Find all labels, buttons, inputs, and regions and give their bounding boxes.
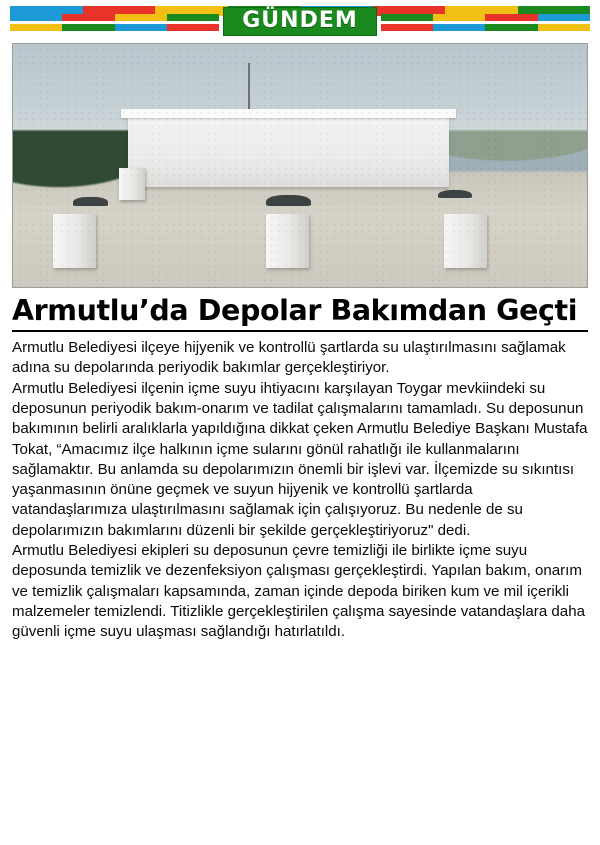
roof-vent-left [73, 197, 107, 206]
headline-divider [12, 330, 588, 332]
banner-inner [10, 6, 590, 36]
banner-right-decoration [381, 7, 590, 35]
concrete-pillar-1 [53, 214, 96, 267]
section-title: GÜNDEM [223, 7, 377, 36]
section-banner [10, 6, 590, 36]
concrete-pillar-3 [444, 214, 487, 267]
concrete-pillar-4 [119, 168, 145, 200]
antenna-box [228, 114, 280, 124]
roof-vent-right [438, 190, 472, 199]
article-paragraph-3: Armutlu Belediyesi ekipleri su deposunun çevre temizliği ile birlikte içme suyu deposunda temizlik ve dezenfeksiyon çalışması gerçekleştirdi. Yapılan bakım, onarım ve temizlik çalışmaları kapsamında, zaman içinde depoda biriken kum ve mil içerikli malzemeler temizlendi. Titizlikle gerçekleştirilen çalışma sayesinde vatandaşlara daha güvenli içme suyu ulaşması sağlandığı hatırlatıldı. [12, 542, 585, 641]
photo-scene [13, 44, 587, 287]
reservoir-roof-edge [121, 109, 455, 118]
article-paragraph-2: Armutlu Belediyesi ilçenin içme suyu ihtiyacını karşılayan Toygar mevkiindeki su deposunun periyodik bakım-onarım ve tadilat çalışmalarını tamamladı. Su deposunun bakımının belirli aralıklarla yapıldığına dikkat çeken Armutlu Belediye Başkanı Mustafa Tokat, “Amacımız ilçe halkının içme sularını gönül rahatlığı ile kullanmalarını sağlamaktır. Bu anlamda su depolarımızın önemli bir işlevi var. İlçemizde su sıkıntısı yaşanmasının önüne geçmek ve suyun hijyenik ve kontrollü şartlarda vatandaşlarımıza ulaştırılmasını sağlamak için çalışıyoruz. Bu nedenle de su depolarımızın bakımlarını düzenli bir şekilde gerçekleştiriyoruz" dedi. [12, 379, 588, 539]
newspaper-page [0, 6, 600, 845]
article-paragraph-1: Armutlu Belediyesi ilçeye hijyenik ve kontrollü şartlarda su ulaştırılmasını sağlamak adına su depolarında periyodik bakımlar gerçekleştiriyor. [12, 339, 566, 377]
article-body [12, 338, 588, 642]
water-reservoir-building [128, 112, 449, 187]
page-title: Armutlu’da Depolar Bakımdan Geçti [12, 294, 578, 327]
banner-left-decoration [10, 7, 219, 35]
roof-vent-center [266, 195, 312, 206]
concrete-pillar-2 [266, 214, 309, 267]
antenna-mast-icon [248, 63, 250, 116]
article-photo [12, 43, 588, 288]
